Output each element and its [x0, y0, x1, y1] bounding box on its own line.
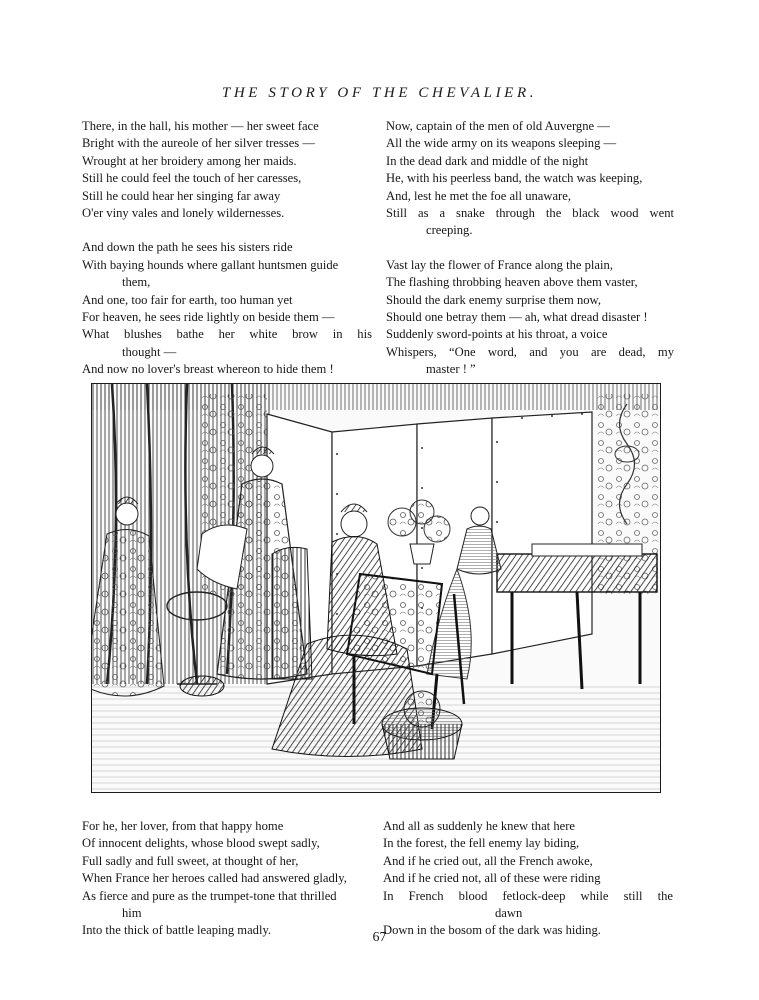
poem-line: With baying hounds where gallant huntsmen guide	[82, 257, 339, 272]
poem-line: In French blood fetlock-deep while still the	[383, 888, 673, 903]
poem-line: Should the dark enemy surprise them now,	[386, 292, 601, 307]
poem-line: In the dead dark and middle of the night	[386, 153, 589, 168]
poem-line-continuation: them,	[122, 275, 151, 290]
poem-line: All the wide army on its weapons sleeping —	[386, 136, 617, 151]
poem-line: Still as a snake through the black wood went	[386, 206, 674, 221]
poem-line: Into the thick of battle leaping madly.	[82, 923, 272, 938]
poem-column-top-right	[386, 118, 674, 379]
poem-line: And, lest he met the foe all unaware,	[386, 188, 571, 203]
poem-line-continuation: dawn	[495, 906, 523, 921]
engraving-illustration	[91, 383, 661, 793]
poem-line-continuation: thought —	[122, 344, 177, 359]
poem-line: O'er viny vales and lonely wildernesses.	[82, 206, 285, 221]
poem-line: Vast lay the flower of France along the plain,	[386, 257, 613, 272]
page-title: THE STORY OF THE CHEVALIER.	[221, 85, 538, 101]
poem-line: And if he cried out, all the French awoke,	[383, 853, 593, 868]
poem-line: For he, her lover, from that happy home	[82, 819, 284, 833]
poem-column-bottom-left	[82, 818, 372, 940]
poem-line: In the forest, the fell enemy lay biding,	[383, 836, 580, 851]
poem-line-continuation: master ! ”	[426, 362, 476, 377]
poem-line: And all as suddenly he knew that here	[383, 819, 575, 833]
stanza-gap	[386, 240, 674, 257]
poem-line: Of innocent delights, whose blood swept sadly,	[82, 836, 320, 851]
stanza-gap	[82, 222, 372, 239]
poem-line: And one, too fair for earth, too human yet	[82, 292, 293, 307]
poem-line: Still he could feel the touch of her caresses,	[82, 171, 302, 186]
poem-line: Should one betray them — ah, what dread disaster !	[386, 310, 648, 325]
poem-column-bottom-right	[383, 818, 673, 940]
poem-line: Bright with the aureole of her silver tresses —	[82, 136, 315, 151]
poem-line: He, with his peerless band, the watch was keeping,	[386, 171, 643, 186]
poem-line: And if he cried not, all of these were riding	[383, 871, 601, 886]
poem-line: And now no lover's breast whereon to hide them !	[82, 362, 334, 377]
poem-line: Whispers, “One word, and you are dead, my	[386, 344, 674, 359]
poem-column-top-left	[82, 118, 372, 379]
poem-line: Suddenly sword-points at his throat, a voice	[386, 327, 608, 342]
poem-line: Down in the bosom of the dark was hiding.	[383, 923, 601, 938]
poem-line: When France her heroes called had answered gladly,	[82, 871, 347, 886]
poem-line: What blushes bathe her white brow in his	[82, 327, 372, 342]
poem-line: And down the path he sees his sisters ride	[82, 240, 293, 255]
poem-line: There, in the hall, his mother — her sweet face	[82, 119, 319, 133]
poem-line-continuation: creeping.	[426, 223, 473, 238]
poem-line: The flashing throbbing heaven above them vaster,	[386, 275, 638, 290]
poem-line: Full sadly and full sweet, at thought of her,	[82, 853, 299, 868]
page-number: 67	[372, 930, 387, 945]
poem-line: Still he could hear her singing far away	[82, 188, 281, 203]
parlour-scene-drawing	[92, 384, 660, 792]
poem-line: As fierce and pure as the trumpet-tone that thrilled	[82, 888, 337, 903]
poem-line-continuation: him	[122, 906, 142, 921]
poem-line: Wrought at her broidery among her maids.	[82, 153, 297, 168]
poem-line: Now, captain of the men of old Auvergne —	[386, 119, 610, 133]
poem-line: For heaven, he sees ride lightly on beside them —	[82, 310, 335, 325]
